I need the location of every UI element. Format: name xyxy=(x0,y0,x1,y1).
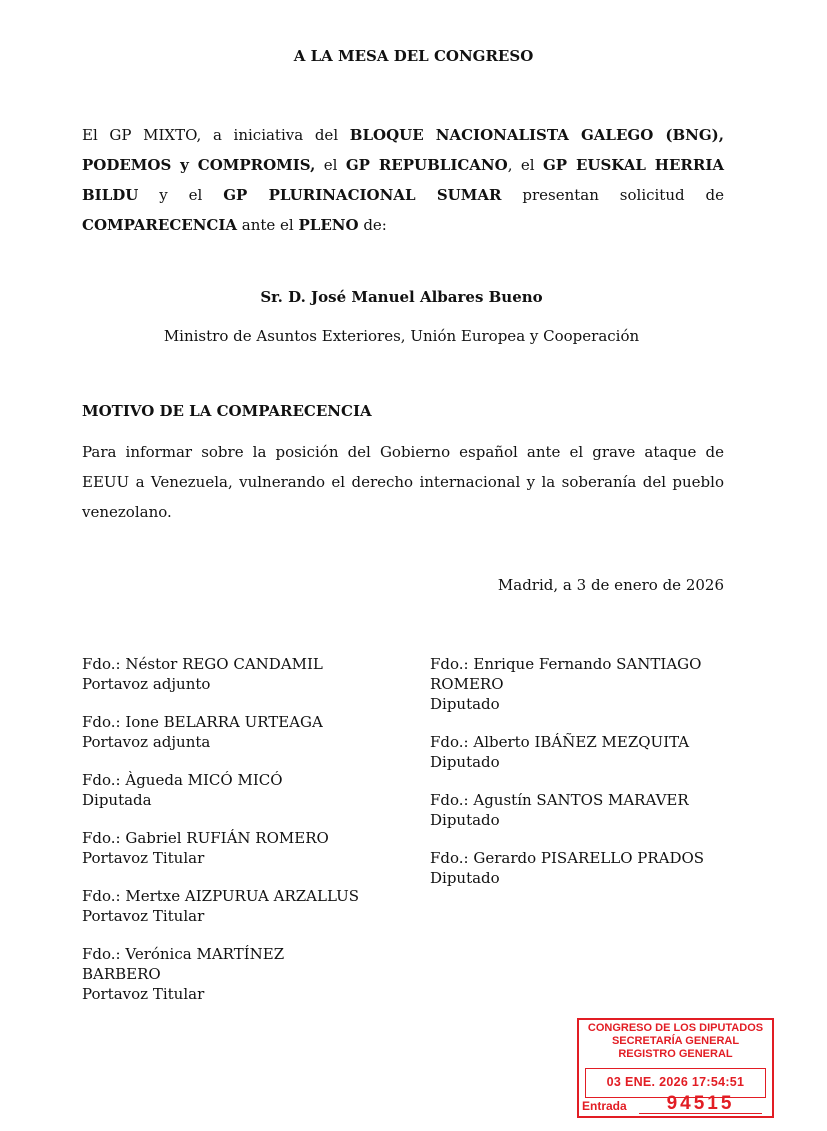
signature-block xyxy=(82,770,402,810)
signature-block xyxy=(430,848,750,888)
person-role: Ministro de Asuntos Exteriores, Unión Europea y Cooperación xyxy=(163,327,640,345)
intro-paragraph xyxy=(82,120,724,240)
signature-role: Portavoz adjunta xyxy=(82,733,211,751)
signature-role: Diputada xyxy=(82,791,152,809)
signature-name: Fdo.: Enrique Fernando SANTIAGO ROMERO xyxy=(430,655,702,693)
signatures-left-column xyxy=(82,654,402,1022)
stamp-entry-number: 94515 xyxy=(639,1095,762,1114)
signature-name: Fdo.: Ione BELARRA URTEAGA xyxy=(82,713,323,731)
intro-text-7: de: xyxy=(358,216,387,234)
signature-name: Fdo.: Agustín SANTOS MARAVER xyxy=(430,791,689,809)
date-line: Madrid, a 3 de enero de 2026 xyxy=(497,576,724,594)
signature-name: Fdo.: Alberto IBÁÑEZ MEZQUITA xyxy=(430,733,690,751)
signatures-right-column xyxy=(430,654,750,906)
signature-role: Portavoz Titular xyxy=(82,985,205,1003)
intro-text-6: ante el xyxy=(237,216,299,234)
stamp-congreso: CONGRESO DE LOS DIPUTADOS xyxy=(587,1022,764,1034)
signature-name: Fdo.: Mertxe AIZPURUA ARZALLUS xyxy=(82,887,360,905)
intro-text-5: presentan solicitud de xyxy=(501,186,724,204)
signature-role: Portavoz Titular xyxy=(82,849,205,867)
intro-bold-bildu: GP EUSKAL HERRIA BILDU xyxy=(82,156,724,204)
signature-name: Fdo.: Àgueda MICÓ MICÓ xyxy=(82,771,283,789)
intro-text-2: el xyxy=(315,156,346,174)
signature-block xyxy=(82,828,402,868)
registry-stamp xyxy=(577,1018,774,1118)
intro-bold-republicano: GP REPUBLICANO xyxy=(345,156,508,174)
signature-role: Diputado xyxy=(430,695,500,713)
motive-heading: MOTIVO DE LA COMPARECENCIA xyxy=(82,402,372,420)
stamp-registro: REGISTRO GENERAL xyxy=(618,1048,733,1060)
stamp-entrada-label: Entrada xyxy=(582,1099,627,1113)
intro-bold-pleno: PLENO xyxy=(298,216,359,234)
intro-bold-comparecencia: COMPARECENCIA xyxy=(82,216,238,234)
signature-block xyxy=(82,654,402,694)
signature-block xyxy=(430,790,750,830)
signature-name: Fdo.: Verónica MARTÍNEZ BARBERO xyxy=(82,945,285,983)
signature-role: Diputado xyxy=(430,753,500,771)
signature-role: Portavoz adjunto xyxy=(82,675,211,693)
person-name: Sr. D. José Manuel Albares Bueno xyxy=(260,288,543,306)
intro-bold-bng-podemos-compromis: BLOQUE NACIONALISTA GALEGO (BNG), PODEMOS y COMPROMIS, xyxy=(82,126,724,174)
signature-block xyxy=(82,712,402,752)
signature-role: Diputado xyxy=(430,869,500,887)
signature-name: Fdo.: Néstor REGO CANDAMIL xyxy=(82,655,323,673)
signature-block xyxy=(82,944,312,1004)
intro-bold-sumar: GP PLURINACIONAL SUMAR xyxy=(223,186,502,204)
motive-text: Para informar sobre la posición del Gobierno español ante el grave ataque de EEUU a Venezuela, vulnerando el derecho internacional y la soberanía del pueblo venezolano. xyxy=(82,443,724,521)
document-title: A LA MESA DEL CONGRESO xyxy=(293,47,534,65)
intro-text-3: , el xyxy=(507,156,543,174)
intro-text-1: El GP MIXTO, a iniciativa del xyxy=(82,126,350,144)
signature-block xyxy=(82,886,402,926)
stamp-secretaria: SECRETARÍA GENERAL xyxy=(611,1035,740,1047)
stamp-datetime: 03 ENE. 2026 17:54:51 xyxy=(585,1068,766,1098)
signature-name: Fdo.: Gerardo PISARELLO PRADOS xyxy=(430,849,705,867)
signature-block xyxy=(430,732,750,772)
signature-name: Fdo.: Gabriel RUFIÁN ROMERO xyxy=(82,829,329,847)
signature-role: Portavoz Titular xyxy=(82,907,205,925)
signature-block xyxy=(430,654,730,714)
signature-role: Diputado xyxy=(430,811,500,829)
intro-text-4: y el xyxy=(138,186,224,204)
